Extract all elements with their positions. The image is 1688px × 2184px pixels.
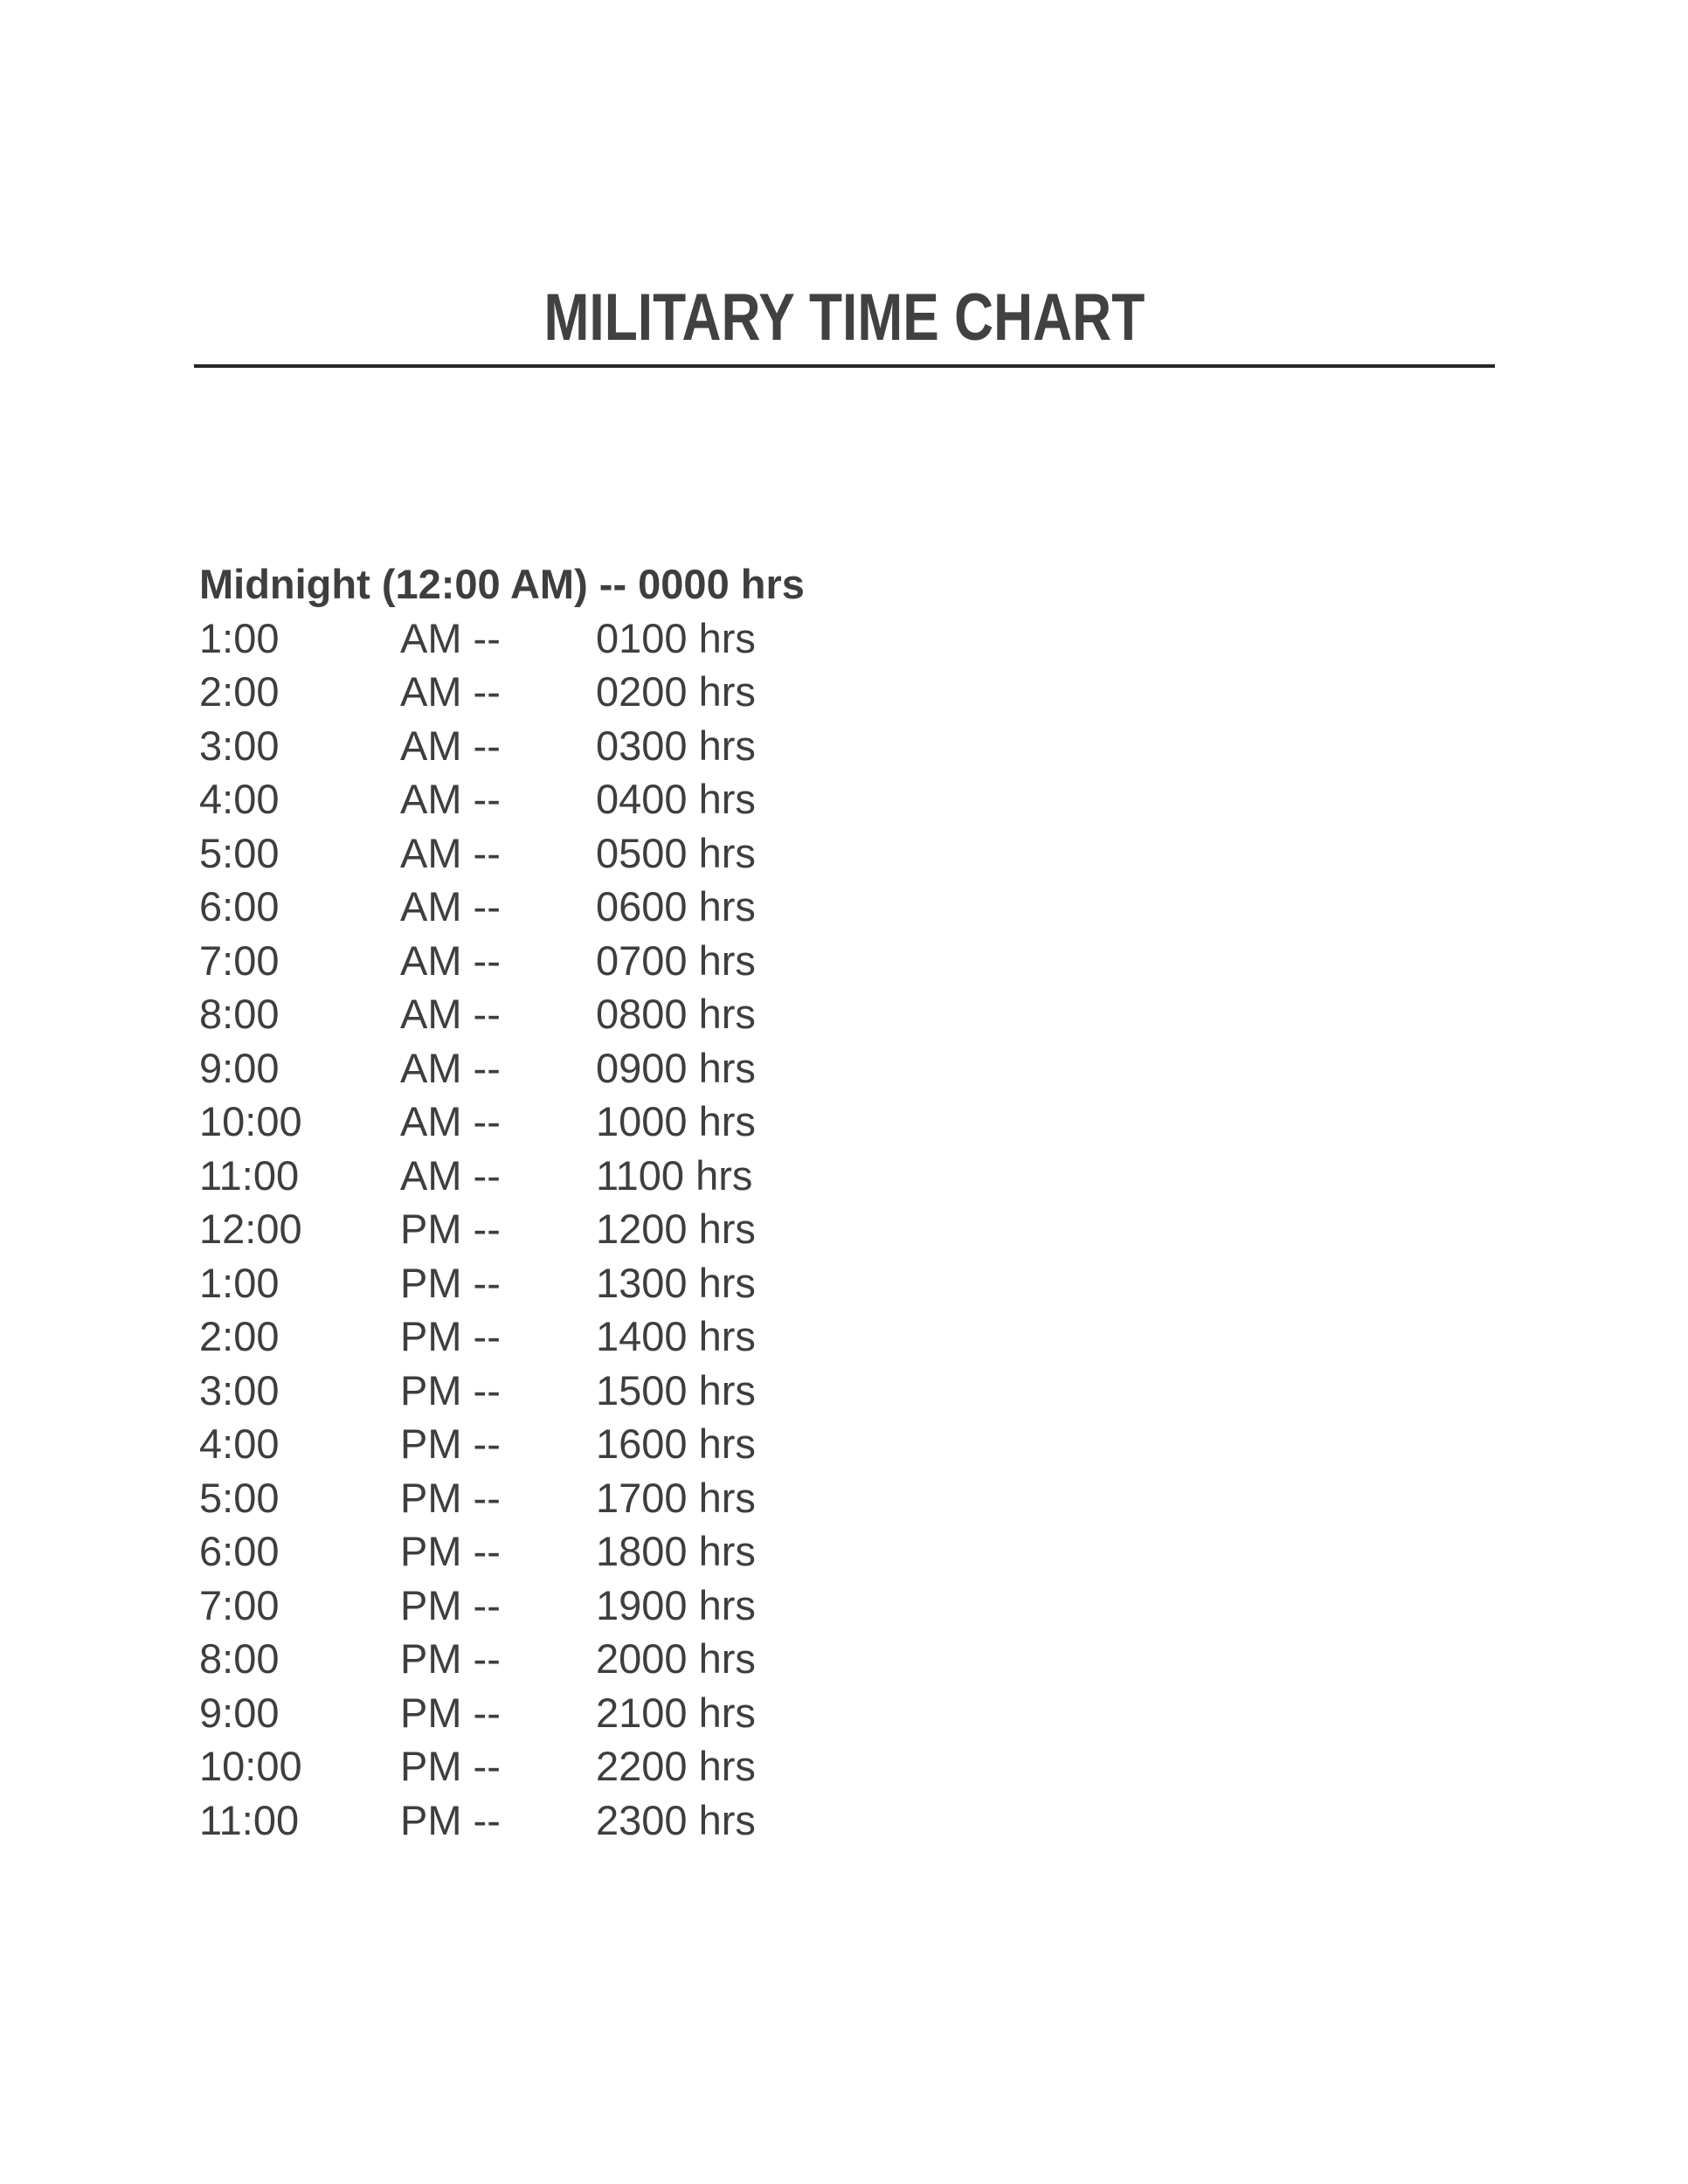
standard-time: 7:00 [199,936,280,984]
time-row [199,1632,1335,1686]
time-row [199,826,1335,881]
time-row [199,665,1335,719]
time-row [199,987,1335,1041]
military-time: 0600 hrs [596,883,756,930]
meridiem: AM -- [400,936,501,984]
time-row [199,1794,1335,1848]
meridiem: AM -- [400,829,501,876]
standard-time: 10:00 [199,1743,302,1789]
military-time: 2200 hrs [596,1743,756,1789]
military-time: 0900 hrs [596,1044,756,1091]
standard-time: 11:00 [199,1151,300,1199]
meridiem: PM -- [400,1581,501,1628]
meridiem: PM -- [400,1635,501,1682]
military-time: 1400 hrs [596,1313,756,1359]
page-title-text: MILITARY TIME CHART [543,280,1145,355]
standard-time: 3:00 [199,722,280,769]
time-row [199,1579,1335,1633]
standard-time: 9:00 [199,1044,280,1091]
standard-time: 2:00 [199,668,280,715]
time-row [199,1524,1335,1579]
title-block [0,280,1688,355]
standard-time: 4:00 [199,1420,280,1467]
time-row [199,772,1335,826]
standard-time: 4:00 [199,776,280,822]
meridiem: PM -- [400,1259,501,1306]
meridiem: PM -- [400,1689,501,1736]
meridiem: AM -- [400,776,501,822]
standard-time: 12:00 [199,1206,302,1252]
list-header-midnight: Midnight (12:00 AM) -- 0000 hrs [199,561,805,607]
military-time: 0400 hrs [596,776,756,822]
time-row [199,1149,1335,1203]
time-row [199,1739,1335,1794]
meridiem: AM -- [400,883,501,930]
meridiem: AM -- [400,991,501,1037]
time-row [199,934,1335,988]
standard-time: 5:00 [199,1474,280,1521]
standard-time: 8:00 [199,991,280,1037]
meridiem: AM -- [400,1044,501,1091]
time-row [199,1310,1335,1364]
time-row [199,1417,1335,1471]
military-time: 2300 hrs [596,1796,756,1843]
standard-time: 1:00 [199,614,280,661]
meridiem: AM -- [400,614,501,661]
meridiem: AM -- [400,1098,501,1144]
time-row [199,1686,1335,1740]
military-time: 1600 hrs [596,1420,756,1467]
time-list [199,557,1335,1847]
time-row [199,1471,1335,1525]
standard-time: 3:00 [199,1366,280,1413]
meridiem: PM -- [400,1796,501,1843]
time-row [199,719,1335,773]
standard-time: 10:00 [199,1098,302,1144]
standard-time: 11:00 [199,1796,300,1843]
military-time: 0300 hrs [596,722,756,769]
meridiem: PM -- [400,1366,501,1413]
military-time: 2100 hrs [596,1689,756,1736]
military-time: 1900 hrs [596,1581,756,1628]
standard-time: 7:00 [199,1581,280,1628]
time-row [199,1041,1335,1095]
military-time: 1200 hrs [596,1206,756,1252]
meridiem: PM -- [400,1528,501,1574]
meridiem: AM -- [400,722,501,769]
standard-time: 1:00 [199,1259,280,1306]
military-time: 1800 hrs [596,1528,756,1574]
meridiem: PM -- [400,1420,501,1467]
time-row [199,1256,1335,1310]
time-row [199,1202,1335,1256]
military-time: 1500 hrs [596,1366,756,1413]
standard-time: 5:00 [199,829,280,876]
meridiem: PM -- [400,1313,501,1359]
time-row [199,880,1335,934]
meridiem: PM -- [400,1206,501,1252]
title-underline-rule [194,364,1495,368]
military-time: 1300 hrs [596,1259,756,1306]
military-time: 1700 hrs [596,1474,756,1521]
military-time: 0200 hrs [596,668,756,715]
military-time: 1100 hrs [596,1151,753,1199]
military-time: 0800 hrs [596,991,756,1037]
time-row [199,1095,1335,1149]
time-row [199,1364,1335,1418]
military-time: 0100 hrs [596,614,756,661]
meridiem: AM -- [400,1151,501,1199]
standard-time: 8:00 [199,1635,280,1682]
page-title [0,280,1688,355]
military-time: 0700 hrs [596,936,756,984]
time-row [199,612,1335,666]
military-time: 1000 hrs [596,1098,756,1144]
military-time: 0500 hrs [596,829,756,876]
meridiem: PM -- [400,1474,501,1521]
standard-time: 6:00 [199,883,280,930]
standard-time: 9:00 [199,1689,280,1736]
standard-time: 6:00 [199,1528,280,1574]
meridiem: AM -- [400,668,501,715]
military-time: 2000 hrs [596,1635,756,1682]
meridiem: PM -- [400,1743,501,1789]
standard-time: 2:00 [199,1313,280,1359]
